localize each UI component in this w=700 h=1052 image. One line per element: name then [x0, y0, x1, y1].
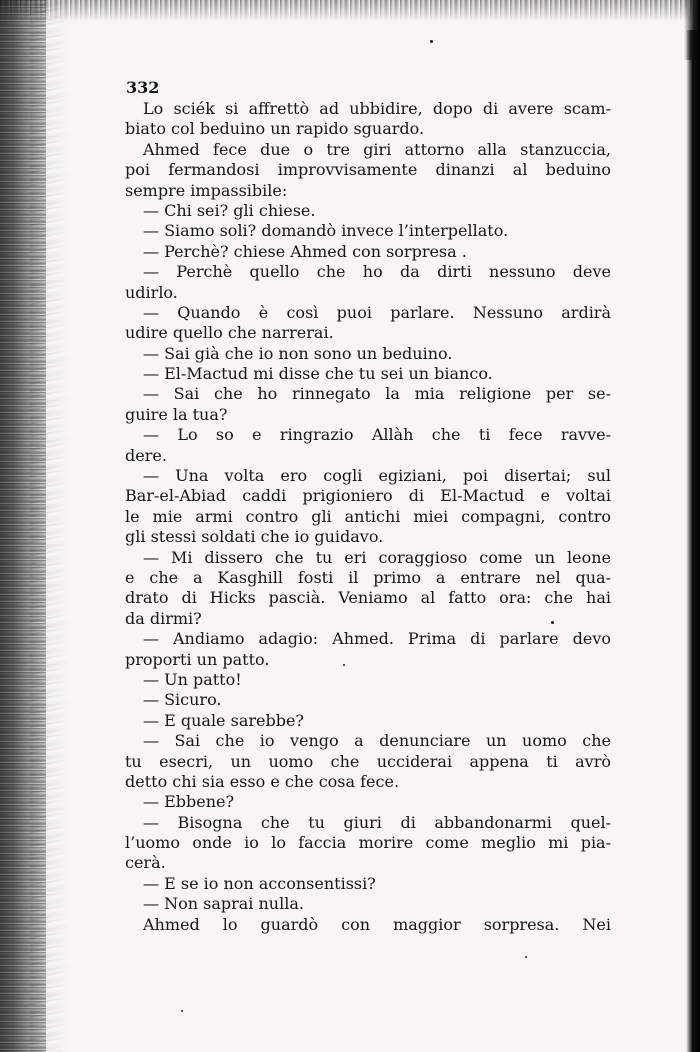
text-line: — Quando è così puoi parlare. Nessuno ardirà [143, 302, 611, 322]
text-line: — Sai che io vengo a denunciare un uomo che [143, 731, 611, 751]
text-line: — El-Mactud mi disse che tu sei un bianco. [143, 364, 493, 384]
dust-speck [525, 956, 527, 958]
text-line: — Non saprai nulla. [143, 894, 304, 914]
text-line: — Un patto! [143, 669, 242, 689]
body-text [125, 99, 611, 935]
scan-edge-right [686, 30, 700, 1052]
text-line: guire la tua? [125, 404, 228, 424]
text-line: — Mi dissero che tu eri coraggioso come un leone [143, 547, 611, 567]
text-line: — Bisogna che tu giuri di abbandonarmi quel- [143, 812, 611, 832]
text-line: — Chi sei? gli chiese. [143, 200, 316, 220]
text-line: Ahmed lo guardò con maggior sorpresa. Nei [143, 914, 611, 934]
text-line: detto chi sia esso e che cosa fece. [125, 771, 400, 791]
text-line: — E quale sarebbe? [143, 710, 305, 730]
text-line: Ahmed fece due o tre giri attorno alla stanzuccia, [143, 139, 611, 159]
text-line: dere. [125, 445, 167, 465]
dust-speck [181, 1010, 183, 1012]
text-line: — E se io non acconsentissi? [143, 873, 376, 893]
text-line: tu esecri, un uomo che ucciderai appena ti avrò [125, 751, 611, 771]
text-line: gli stessi soldati che io guidavo. [125, 527, 384, 547]
text-line: — Lo so e ringrazio Allàh che ti fece ravve- [143, 425, 611, 445]
dust-speck [430, 40, 433, 43]
text-line: proporti un patto. [125, 649, 270, 669]
text-line: le mie armi contro gli antichi miei compagni, contro [125, 506, 611, 526]
page-number: 332 [126, 78, 160, 97]
text-line: udire quello che narrerai. [125, 323, 334, 343]
text-line: — Ebbene? [143, 792, 235, 812]
text-line: drato di Hicks pascià. Veniamo al fatto ora: che hai [125, 588, 611, 608]
text-line: Bar-el-Abiad caddi prigioniero di El-Mactud e voltai [125, 486, 611, 506]
text-line: poi fermandosi improvvisamente dinanzi al beduino [125, 160, 611, 180]
text-line: da dirmi? [125, 608, 202, 628]
text-line: — Sai già che io non sono un beduino. [143, 343, 453, 363]
text-line: — Sicuro. [143, 690, 222, 710]
scan-edge-top [0, 0, 700, 22]
text-line: — Una volta ero cogli egiziani, poi disertai; sul [143, 466, 611, 486]
text-line: biato col beduino un rapido sguardo. [125, 119, 425, 139]
text-line: sempre impassibile: [125, 180, 288, 200]
text-line: cerà. [125, 853, 166, 873]
text-line: Lo sciék si affrettò ad ubbidire, dopo di avere scam- [143, 99, 611, 118]
text-line: — Andiamo adagio: Ahmed. Prima di parlare devo [143, 629, 611, 649]
text-line: e che a Kasghill fosti il primo a entrare nel qua- [125, 567, 611, 587]
scan-edge-left-shadow [30, 0, 70, 1052]
text-line: — Siamo soli? domandò invece l’interpellato. [143, 221, 509, 241]
text-line: — Perchè quello che ho da dirti nessuno deve [143, 262, 611, 282]
text-line: — Sai che ho rinnegato la mia religione per se- [143, 384, 611, 404]
text-line: udirlo. [125, 282, 178, 302]
text-line: l’uomo onde io lo faccia morire come meglio mi pia- [125, 833, 611, 853]
text-line: — Perchè? chiese Ahmed con sorpresa . [143, 241, 467, 261]
